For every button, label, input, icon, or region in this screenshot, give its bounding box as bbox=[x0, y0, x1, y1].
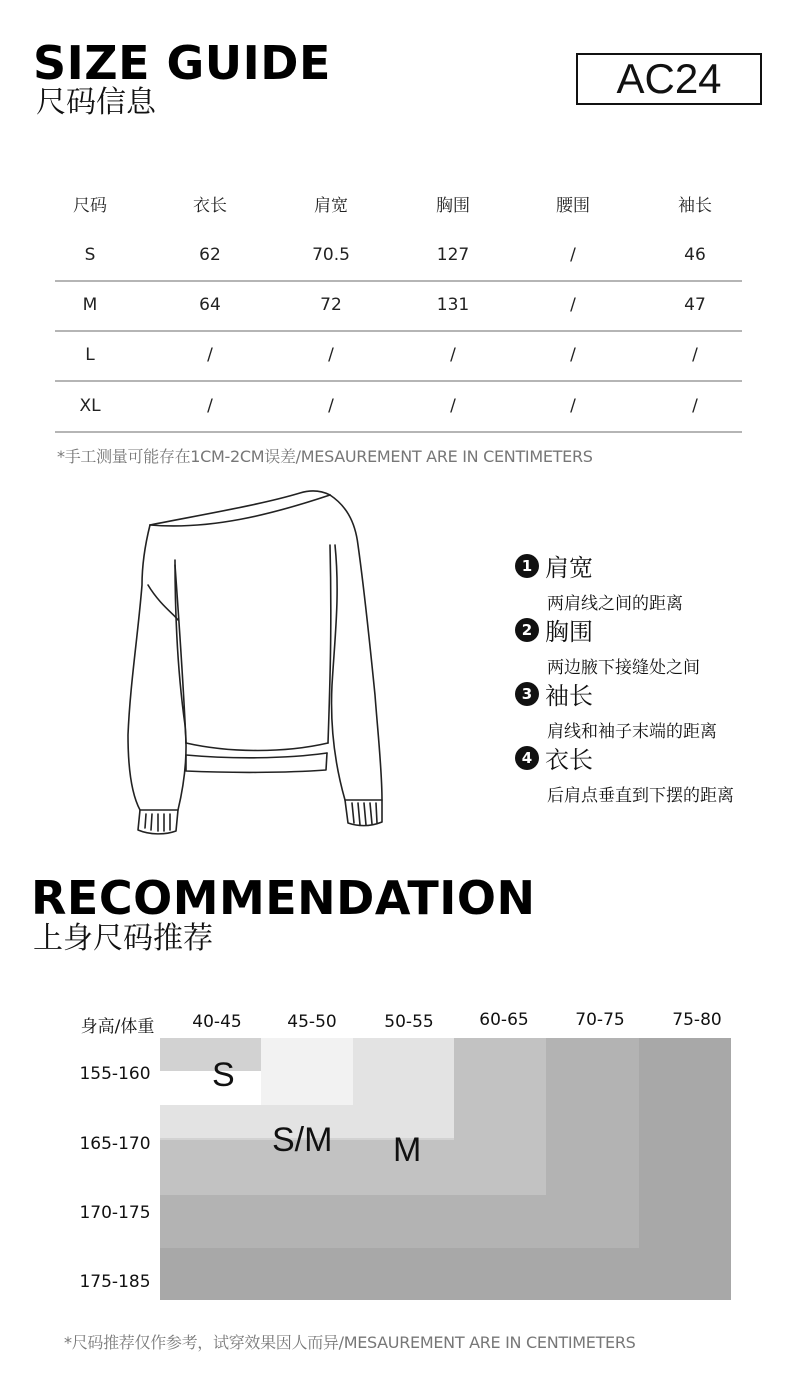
weight-header: 75-80 bbox=[672, 1010, 722, 1030]
table-cell: 127 bbox=[436, 245, 470, 265]
legend-title: 肩宽 bbox=[545, 554, 593, 582]
size-label-m: M bbox=[393, 1131, 422, 1169]
table-row bbox=[55, 230, 742, 282]
size-guide-subtitle: 尺码信息 bbox=[36, 85, 156, 120]
sweatshirt-illustration bbox=[120, 485, 395, 845]
table-row bbox=[55, 381, 742, 433]
legend-item-sleeve bbox=[515, 676, 717, 742]
recommendation-title: RECOMMENDATION bbox=[31, 871, 536, 925]
table-cell: 72 bbox=[320, 295, 342, 315]
table-cell: M bbox=[82, 295, 98, 315]
table-cell: S bbox=[84, 245, 96, 265]
weight-header: 40-45 bbox=[192, 1012, 242, 1032]
legend-number: 3 bbox=[515, 682, 539, 706]
height-label: 170-175 bbox=[79, 1203, 151, 1223]
table-cell: / bbox=[570, 345, 576, 365]
height-label: 155-160 bbox=[79, 1064, 151, 1084]
table-cell: / bbox=[450, 345, 456, 365]
table-cell: / bbox=[692, 345, 698, 365]
table-cell: / bbox=[570, 245, 576, 265]
legend-title: 胸围 bbox=[545, 618, 593, 646]
legend-description: 后肩点垂直到下摆的距离 bbox=[547, 786, 734, 806]
legend-description: 两边腋下接缝处之间 bbox=[547, 658, 700, 678]
table-cell: / bbox=[570, 396, 576, 416]
legend-title: 袖长 bbox=[545, 682, 593, 710]
table-cell: 62 bbox=[199, 245, 221, 265]
product-code-badge: AC24 bbox=[576, 53, 762, 105]
corner-label: 身高/体重 bbox=[80, 1017, 155, 1037]
table-row bbox=[55, 280, 742, 332]
size-label-sm: S/M bbox=[272, 1121, 333, 1159]
weight-header: 60-65 bbox=[479, 1010, 529, 1030]
table-cell: / bbox=[692, 396, 698, 416]
table-cell: / bbox=[328, 345, 334, 365]
table-cell: 70.5 bbox=[312, 245, 350, 265]
legend-number: 1 bbox=[515, 554, 539, 578]
column-header: 尺码 bbox=[73, 195, 107, 216]
weight-header: 50-55 bbox=[384, 1012, 434, 1032]
recommendation-note: *尺码推荐仅作参考，试穿效果因人而异/MESAUREMENT ARE IN CENTIMETERS bbox=[64, 1333, 636, 1352]
table-cell: / bbox=[570, 295, 576, 315]
table-header-row bbox=[55, 178, 742, 228]
size-guide-title: SIZE GUIDE bbox=[33, 36, 331, 90]
legend-description: 肩线和袖子末端的距离 bbox=[547, 722, 717, 742]
recommendation-subtitle: 上身尺码推荐 bbox=[33, 921, 213, 956]
measurement-note: *手工测量可能存在1CM-2CM误差/MESAUREMENT ARE IN CENTIMETERS bbox=[57, 447, 593, 466]
table-cell: / bbox=[207, 345, 213, 365]
table-row bbox=[55, 330, 742, 382]
column-header: 袖长 bbox=[678, 195, 712, 216]
column-header: 胸围 bbox=[436, 195, 470, 216]
height-label: 165-170 bbox=[79, 1134, 151, 1154]
legend-description: 两肩线之间的距离 bbox=[547, 594, 683, 614]
legend-item-chest bbox=[515, 612, 700, 678]
legend-item-length bbox=[515, 740, 734, 806]
column-header: 衣长 bbox=[193, 195, 227, 216]
table-cell: 46 bbox=[684, 245, 706, 265]
table-cell: / bbox=[328, 396, 334, 416]
column-header: 肩宽 bbox=[314, 195, 348, 216]
legend-title: 衣长 bbox=[545, 746, 593, 774]
legend-item-shoulder bbox=[515, 548, 683, 614]
table-cell: L bbox=[85, 345, 95, 365]
column-header: 腰围 bbox=[556, 195, 590, 216]
weight-header: 45-50 bbox=[287, 1012, 337, 1032]
legend-number: 2 bbox=[515, 618, 539, 642]
size-label-s: S bbox=[212, 1056, 235, 1094]
table-cell: XL bbox=[79, 396, 101, 416]
table-cell: 64 bbox=[199, 295, 221, 315]
recommendation-band bbox=[160, 1071, 261, 1105]
weight-header: 70-75 bbox=[575, 1010, 625, 1030]
table-cell: 131 bbox=[436, 295, 470, 315]
legend-number: 4 bbox=[515, 746, 539, 770]
table-cell: / bbox=[450, 396, 456, 416]
table-cell: 47 bbox=[684, 295, 706, 315]
table-cell: / bbox=[207, 396, 213, 416]
height-label: 175-185 bbox=[79, 1272, 151, 1292]
